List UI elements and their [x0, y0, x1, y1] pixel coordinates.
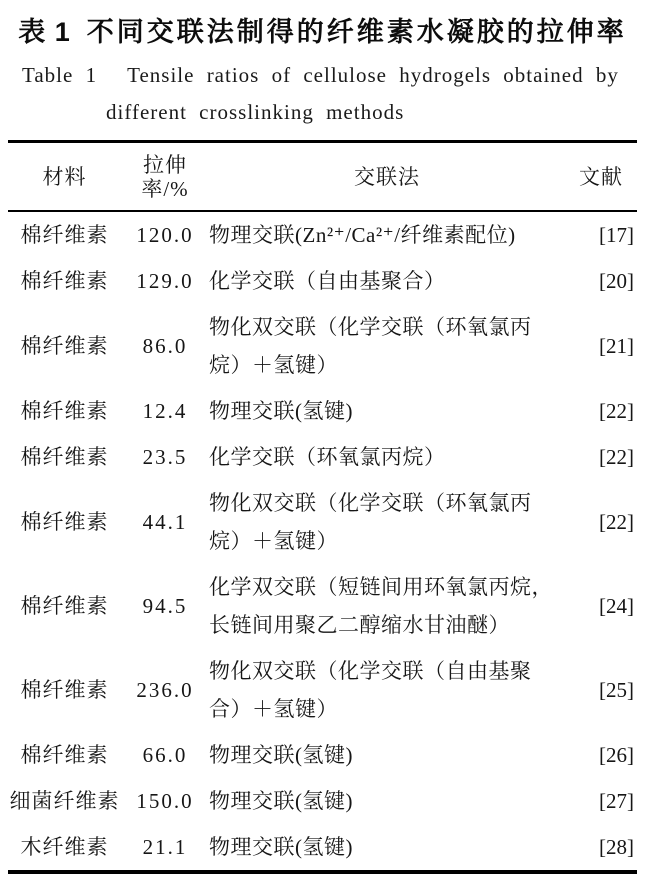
ratio-cell: 12.4 — [142, 399, 188, 423]
table-caption-en-line2: different crosslinking methods — [106, 100, 405, 124]
material-cell: 木纤维素 — [20, 835, 109, 859]
table-row — [8, 824, 637, 872]
ratio-cell: 129.0 — [136, 269, 194, 293]
ratio-cell: 94.5 — [142, 594, 188, 618]
data-table — [8, 140, 637, 874]
column-header-reference: 文献 — [565, 142, 637, 212]
method-cell: 物理交联(氢键) — [209, 835, 353, 859]
material-cell: 棉纤维素 — [20, 510, 109, 534]
reference-cell: [22] — [599, 445, 634, 469]
method-cell: 物化双交联（化学交联（环氧氯丙烷）＋氢键） — [209, 315, 532, 377]
header-row — [8, 142, 637, 212]
ratio-cell: 44.1 — [142, 510, 188, 534]
material-cell: 棉纤维素 — [20, 334, 109, 358]
ratio-cell: 120.0 — [136, 223, 194, 247]
table-row — [8, 778, 637, 824]
table-row — [8, 648, 637, 732]
table-row — [8, 258, 637, 304]
method-cell: 物化双交联（化学交联（自由基聚合）＋氢键） — [209, 659, 532, 721]
reference-cell: [24] — [599, 594, 634, 618]
method-cell: 化学双交联（短链间用环氧氯丙烷，长链间用聚乙二醇缩水甘油醚） — [209, 575, 553, 637]
table-header — [8, 142, 637, 212]
reference-cell: [27] — [599, 789, 634, 813]
ratio-cell: 66.0 — [142, 743, 188, 767]
ratio-cell: 21.1 — [142, 835, 188, 859]
table-row — [8, 304, 637, 388]
column-header-ratio: 拉伸率/% — [121, 142, 209, 212]
material-cell: 棉纤维素 — [20, 269, 109, 293]
table-number-en: Table 1 — [22, 63, 98, 87]
column-header-method: 交联法 — [209, 142, 565, 212]
reference-cell: [22] — [599, 510, 634, 534]
method-cell: 物理交联(Zn²⁺/Ca²⁺/纤维素配位) — [209, 223, 516, 247]
material-cell: 细菌纤维素 — [9, 789, 120, 813]
reference-cell: [20] — [599, 269, 634, 293]
reference-cell: [25] — [599, 678, 634, 702]
material-cell: 棉纤维素 — [20, 594, 109, 618]
method-cell: 物理交联(氢键) — [209, 743, 353, 767]
table-row — [8, 211, 637, 258]
table-body — [8, 211, 637, 872]
method-cell: 化学交联（自由基聚合） — [209, 269, 446, 293]
ratio-cell: 23.5 — [142, 445, 188, 469]
method-cell: 物化双交联（化学交联（环氧氯丙烷）＋氢键） — [209, 491, 532, 553]
material-cell: 棉纤维素 — [20, 743, 109, 767]
material-cell: 棉纤维素 — [20, 445, 109, 469]
table-row — [8, 434, 637, 480]
table-row — [8, 480, 637, 564]
method-cell: 物理交联(氢键) — [209, 399, 353, 423]
material-cell: 棉纤维素 — [20, 678, 109, 702]
material-cell: 棉纤维素 — [20, 399, 109, 423]
column-header-material: 材料 — [8, 142, 121, 212]
table-row — [8, 564, 637, 648]
ratio-cell: 150.0 — [136, 789, 194, 813]
table-row — [8, 732, 637, 778]
table-caption-en-text: Tensile ratios of cellulose hydrogels obtained by — [127, 63, 619, 87]
table-number-zh: 表 1 — [18, 17, 71, 47]
ratio-cell: 86.0 — [142, 334, 188, 358]
ratio-cell: 236.0 — [136, 678, 194, 702]
reference-cell: [26] — [599, 743, 634, 767]
table-title-zh-text: 不同交联法制得的纤维素水凝胶的拉伸率 — [86, 17, 627, 47]
material-cell: 棉纤维素 — [20, 223, 109, 247]
reference-cell: [22] — [599, 399, 634, 423]
method-cell: 化学交联（环氧氯丙烷） — [209, 445, 446, 469]
reference-cell: [21] — [599, 334, 634, 358]
reference-cell: [17] — [599, 223, 634, 247]
method-cell: 物理交联(氢键) — [209, 789, 353, 813]
table-row — [8, 388, 637, 434]
table-caption-en-line1 — [8, 63, 637, 88]
table-title-zh — [8, 10, 637, 49]
reference-cell: [28] — [599, 835, 634, 859]
